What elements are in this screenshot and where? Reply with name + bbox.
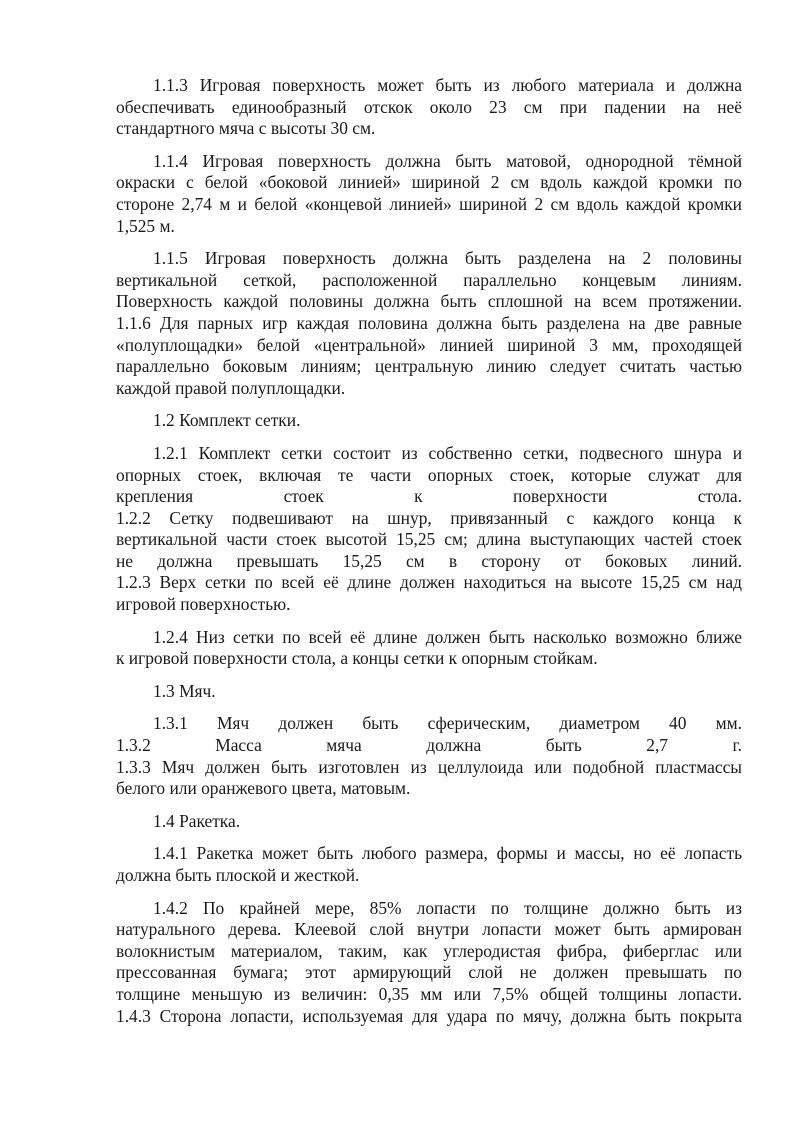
text-line: натурального дерева. Клеевой слой внутри лопасти может быть армирован xyxy=(116,919,742,940)
section-heading-1-4: 1.4 Ракетка. xyxy=(153,810,241,831)
text-line: вертикальной сеткой, расположенной параллельно концевым линиям. xyxy=(116,269,742,290)
paragraph-1-4-1 xyxy=(116,843,742,886)
paragraph-1-3-1 xyxy=(116,713,742,799)
text-line: стандартного мяча с высоты 30 см. xyxy=(116,118,376,139)
text-line: стороне 2,74 м и белой «концевой линией» шириной 2 см вдоль каждой кромки xyxy=(116,193,742,214)
text-line: 1,525 м. xyxy=(116,215,175,236)
text-line: 1.1.3 Игровая поверхность может быть из любого материала и должна xyxy=(153,75,742,95)
text-line: толщине меньшую из величин: 0,35 мм или 7,5% общей толщины лопасти. xyxy=(116,983,742,1004)
text-line: 1.1.6 Для парных игр каждая половина должна быть разделена на две равные xyxy=(116,312,742,333)
section-heading-1-3: 1.3 Мяч. xyxy=(153,680,216,701)
text-line: Поверхность каждой половины должна быть сплошной на всем протяжении. xyxy=(116,291,742,312)
text-line: 1.4.2 По крайней мере, 85% лопасти по толщине должно быть из xyxy=(153,897,742,918)
text-line: не должна превышать 15,25 см в сторону от боковых линий. xyxy=(116,550,742,571)
text-line: вертикальной части стоек высотой 15,25 см; длина выступающих частей стоек xyxy=(116,529,742,550)
text-line: 1.1.4 Игровая поверхность должна быть матовой, однородной тёмной xyxy=(153,150,742,171)
text-line: 1.2.3 Верх сетки по всей её длине должен находиться на высоте 15,25 см над xyxy=(116,572,742,593)
section-heading-1-2: 1.2 Комплект сетки. xyxy=(153,410,301,431)
text-line: 1.2.4 Низ сетки по всей её длине должен быть насколько возможно ближе xyxy=(153,626,742,647)
document-body xyxy=(116,75,742,1038)
text-line: каждой правой полуплощадки. xyxy=(116,377,346,398)
text-line: игровой поверхностью. xyxy=(116,594,291,615)
text-line: 1.4.1 Ракетка может быть любого размера, формы и массы, но её лопасть xyxy=(153,843,742,864)
text-line: 1.1.5 Игровая поверхность должна быть разделена на 2 половины xyxy=(153,248,742,269)
text-line: 1.4.3 Сторона лопасти, используемая для удара по мячу, должна быть покрыта xyxy=(116,1005,742,1026)
text-line: 1.3.2 Масса мяча должна быть 2,7 г. xyxy=(116,735,742,756)
paragraph-1-2-1 xyxy=(116,443,742,616)
text-line: «полуплощадки» белой «центральной» линией шириной 3 мм, проходящей xyxy=(116,334,742,355)
text-line: опорных стоек, включая те части опорных стоек, которые служат для xyxy=(116,464,742,485)
text-line: окраски с белой «боковой линией» шириной 2 см вдоль каждой кромки по xyxy=(116,172,742,193)
text-line: параллельно боковым линиям; центральную линию следует считать частью xyxy=(116,356,742,377)
text-line: к игровой поверхности стола, а концы сетки к опорным стойкам. xyxy=(116,648,598,669)
paragraph-1-1-5 xyxy=(116,248,742,399)
text-line: должна быть плоской и жесткой. xyxy=(116,865,360,885)
paragraph-1-2-4 xyxy=(116,627,742,670)
text-line: волокнистым материалом, таким, как углеродистая фибра, фиберглас или xyxy=(116,940,742,961)
text-line: прессованная бумага; этот армирующий слой не должен превышать по xyxy=(116,962,742,983)
paragraph-1-4-2 xyxy=(116,898,742,1028)
paragraph-1-1-3 xyxy=(116,75,742,140)
text-line: обеспечивать единообразный отскок около 23 см при падении на неё xyxy=(116,96,742,117)
text-line: 1.2.2 Сетку подвешивают на шнур, привязанный с каждого конца к xyxy=(116,507,742,528)
paragraph-1-1-4 xyxy=(116,151,742,237)
text-line: 1.2.1 Комплект сетки состоит из собственно сетки, подвесного шнура и xyxy=(153,442,742,463)
text-line: 1.3.1 Мяч должен быть сферическим, диаметром 40 мм. xyxy=(153,713,742,734)
text-line: 1.3.3 Мяч должен быть изготовлен из целлулоида или подобной пластмассы xyxy=(116,756,742,777)
text-line: белого или оранжевого цвета, матовым. xyxy=(116,778,411,799)
text-line: крепления стоек к поверхности стола. xyxy=(116,486,742,507)
